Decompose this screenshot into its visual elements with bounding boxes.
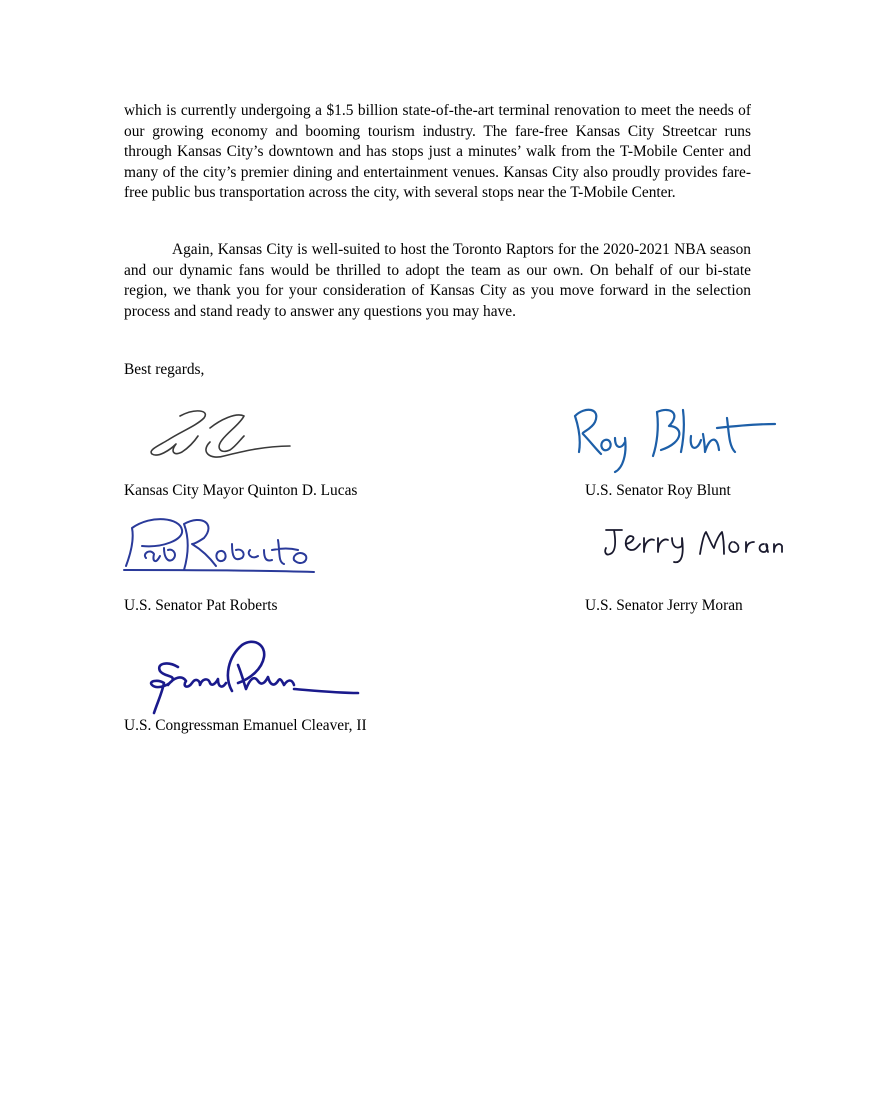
signatory-name-blunt: U.S. Senator Roy Blunt xyxy=(585,482,731,499)
signatory-name-lucas: Kansas City Mayor Quinton D. Lucas xyxy=(124,482,358,499)
body-paragraph-1: which is currently undergoing a $1.5 billion state-of-the-art terminal renovation to meet the needs of our growing economy and booming tourism industry. The fare-free Kansas City Streetcar runs through Kansas City’s downtown and has stops just a minutes’ walk from the T-Mobile Center and many of the city’s premier dining and entertainment venues. Kansas City also proudly provides fare-free public bus transportation across the city, with several stops near the T-Mobile Center. xyxy=(124,102,751,202)
signatory-name-roberts: U.S. Senator Pat Roberts xyxy=(124,597,278,614)
signature-blunt xyxy=(565,398,780,478)
body-paragraph-2: Again, Kansas City is well-suited to host the Toronto Raptors for the 2020-2021 NBA season and our dynamic fans would be thrilled to adopt the team as our own. On behalf of our bi-state region, we thank you for your consideration of Kansas City as you move forward in the selection process and stand ready to answer any questions you may have. xyxy=(124,241,751,320)
signatory-name-cleaver: U.S. Congressman Emanuel Cleaver, II xyxy=(124,717,367,734)
signature-cleaver xyxy=(138,635,363,717)
signature-moran xyxy=(600,522,780,574)
signature-roberts xyxy=(118,510,318,578)
signatory-name-moran: U.S. Senator Jerry Moran xyxy=(585,597,743,614)
signature-lucas xyxy=(140,402,300,472)
closing-salutation: Best regards, xyxy=(124,361,205,378)
